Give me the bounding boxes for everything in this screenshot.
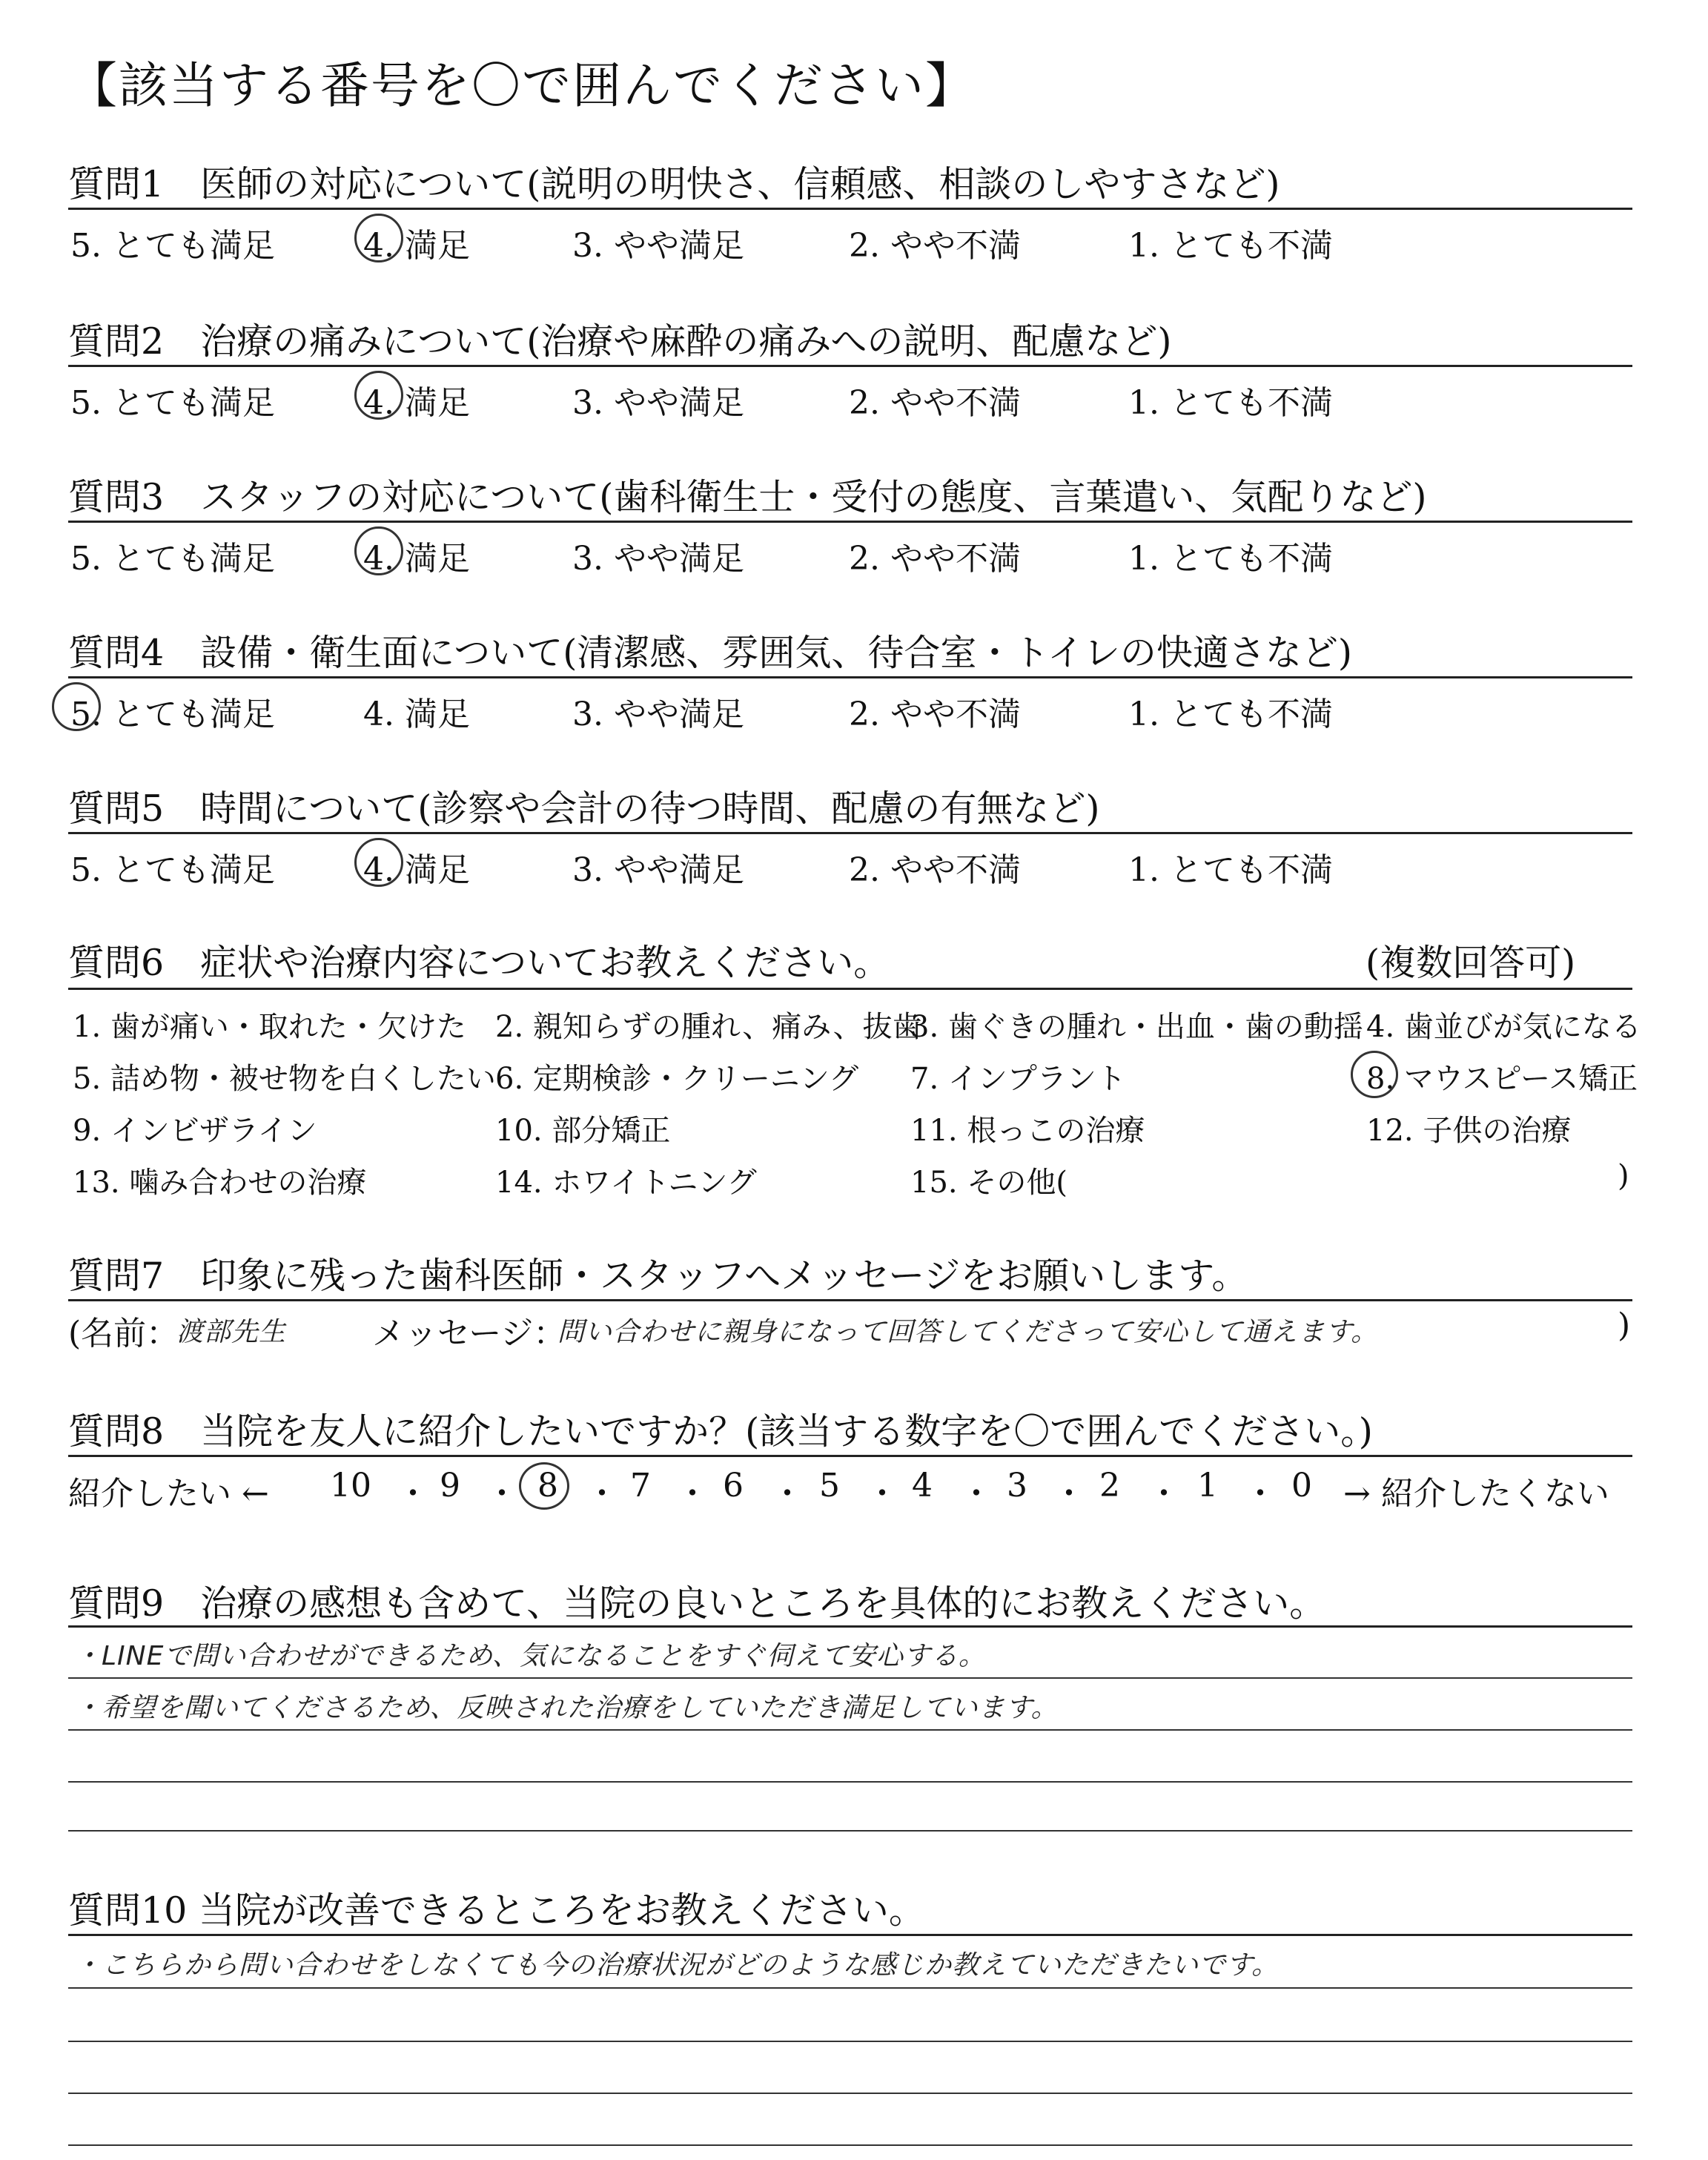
q8-dot: ・	[397, 1475, 429, 1513]
q6-item-6[interactable]: 6. 定期検診・クリーニング	[495, 1062, 859, 1096]
q8-scale-8[interactable]: 8	[537, 1467, 558, 1505]
q8-left-label: 紹介したい ←	[68, 1475, 269, 1513]
q6-multiple-answer-note: (複数回答可)	[1366, 942, 1576, 984]
q1-option-3[interactable]: 3. やや満足	[572, 227, 744, 265]
q5-option-1[interactable]: 1. とても不満	[1128, 851, 1333, 889]
q4-selection-circle	[52, 682, 101, 731]
q8-dot: ・	[676, 1475, 709, 1513]
q8-scale-5[interactable]: 5	[819, 1467, 840, 1505]
q9-answer-line-1[interactable]: ・LINEで問い合わせができるため、気になることをすぐ伺えて安心する。	[74, 1641, 986, 1671]
q8-dot: ・	[771, 1475, 804, 1513]
q9-title: 質問9 治療の感想も含めて、当院の良いところを具体的にお教えください。	[68, 1582, 1326, 1625]
q8-right-label: → 紹介したくない	[1343, 1475, 1609, 1513]
q5-title: 質問5 時間について(診察や会計の待つ時間、配慮の有無など)	[68, 787, 1100, 830]
q8-scale-6[interactable]: 6	[723, 1467, 744, 1505]
q1-option-1[interactable]: 1. とても不満	[1128, 227, 1333, 265]
q6-item-7[interactable]: 7. インプラント	[910, 1062, 1126, 1096]
q3-option-5[interactable]: 5. とても満足	[70, 540, 275, 578]
q4-rule	[68, 676, 1632, 678]
q1-option-5[interactable]: 5. とても満足	[70, 227, 275, 265]
q3-option-3[interactable]: 3. やや満足	[572, 540, 744, 578]
q8-dot: ・	[486, 1475, 518, 1513]
q10-writing-line	[68, 2041, 1632, 2042]
q3-option-2[interactable]: 2. やや不満	[849, 540, 1021, 578]
q2-title: 質問2 治療の痛みについて(治療や麻酔の痛みへの説明、配慮など)	[68, 320, 1172, 363]
q6-selection-circle	[1351, 1051, 1398, 1098]
q8-scale-3[interactable]: 3	[1007, 1467, 1027, 1505]
q9-writing-line	[68, 1729, 1632, 1731]
q5-option-3[interactable]: 3. やや満足	[572, 851, 744, 889]
q5-option-4[interactable]: 4. 満足	[363, 851, 470, 889]
q4-option-5[interactable]: 5. とても満足	[70, 696, 275, 733]
q7-message-value[interactable]: 問い合わせに親身になって回答してくださって安心して通えます。	[557, 1317, 1379, 1347]
q8-dot: ・	[586, 1475, 618, 1513]
q4-option-4[interactable]: 4. 満足	[363, 696, 470, 733]
q8-dot: ・	[1244, 1475, 1277, 1513]
q8-dot: ・	[960, 1475, 993, 1513]
q10-writing-line	[68, 2093, 1632, 2094]
q8-title: 質問8 当院を友人に紹介したいですか？(該当する数字を〇で囲んでください。)	[68, 1410, 1373, 1453]
q6-item-5[interactable]: 5. 詰め物・被せ物を白くしたい	[73, 1062, 496, 1096]
q6-item-14[interactable]: 14. ホワイトニング	[495, 1166, 757, 1200]
q3-title: 質問3 スタッフの対応について(歯科衛生士・受付の態度、言葉遣い、気配りなど)	[68, 476, 1427, 518]
q6-item-15[interactable]: 15. その他(	[910, 1166, 1068, 1200]
q1-selection-circle	[354, 214, 403, 262]
q3-option-1[interactable]: 1. とても不満	[1128, 540, 1333, 578]
q8-rule	[68, 1455, 1632, 1457]
q7-rule	[68, 1299, 1632, 1301]
q9-rule	[68, 1625, 1632, 1628]
q1-option-4[interactable]: 4. 満足	[363, 227, 470, 265]
q2-option-5[interactable]: 5. とても満足	[70, 384, 275, 422]
q7-message-label: メッセージ：	[372, 1315, 566, 1353]
q1-rule	[68, 208, 1632, 210]
q5-selection-circle	[354, 838, 403, 887]
q3-option-4[interactable]: 4. 満足	[363, 540, 470, 578]
q6-item-13[interactable]: 13. 噛み合わせの治療	[73, 1166, 367, 1200]
q2-option-3[interactable]: 3. やや満足	[572, 384, 744, 422]
q6-item-4[interactable]: 4. 歯並びが気になる	[1366, 1010, 1641, 1044]
q6-item-2[interactable]: 2. 親知らずの腫れ、痛み、抜歯	[495, 1010, 922, 1044]
q10-title: 質問10 当院が改善できるところをお教えください。	[68, 1889, 925, 1932]
q8-scale-10[interactable]: 10	[330, 1467, 371, 1505]
q4-option-3[interactable]: 3. やや満足	[572, 696, 744, 733]
q6-item-12[interactable]: 12. 子供の治療	[1366, 1114, 1572, 1148]
q2-option-4[interactable]: 4. 満足	[363, 384, 470, 422]
form-header: 【該当する番号を〇で囲んでください】	[68, 57, 976, 114]
q5-rule	[68, 832, 1632, 834]
q1-option-2[interactable]: 2. やや不満	[849, 227, 1021, 265]
q6-item-8[interactable]: 8. マウスピース矯正	[1366, 1062, 1638, 1096]
q6-item-1[interactable]: 1. 歯が痛い・取れた・欠けた	[73, 1010, 466, 1044]
q6-item-3[interactable]: 3. 歯ぐきの腫れ・出血・歯の動揺	[910, 1010, 1363, 1044]
q8-scale-1[interactable]: 1	[1197, 1467, 1218, 1505]
q4-option-2[interactable]: 2. やや不満	[849, 696, 1021, 733]
q2-selection-circle	[354, 371, 403, 420]
q8-selection-circle	[519, 1462, 569, 1510]
q5-option-5[interactable]: 5. とても満足	[70, 851, 275, 889]
q10-answer-line-1[interactable]: ・こちらから問い合わせをしなくても今の治療状況がどのような感じか教えていただきたいです。	[74, 1950, 1280, 1981]
q4-option-1[interactable]: 1. とても不満	[1128, 696, 1333, 733]
q8-dot: ・	[1053, 1475, 1085, 1513]
q7-name-label: (名前：	[68, 1315, 179, 1353]
q7-close-paren: )	[1618, 1307, 1631, 1344]
q10-rule	[68, 1934, 1632, 1936]
q8-scale-2[interactable]: 2	[1099, 1467, 1120, 1505]
q7-name-value[interactable]: 渡部先生	[176, 1317, 287, 1347]
q8-scale-0[interactable]: 0	[1291, 1467, 1312, 1505]
q1-title: 質問1 医師の対応について(説明の明快さ、信頼感、相談のしやすさなど)	[68, 163, 1280, 205]
q9-writing-line	[68, 1781, 1632, 1783]
q5-option-2[interactable]: 2. やや不満	[849, 851, 1021, 889]
q6-title: 質問6 症状や治療内容についてお教えください。	[68, 942, 890, 984]
q6-rule	[68, 988, 1632, 990]
q8-scale-7[interactable]: 7	[630, 1467, 651, 1505]
q6-item-9[interactable]: 9. インビザライン	[73, 1114, 317, 1148]
q2-rule	[68, 365, 1632, 367]
q10-writing-line	[68, 1987, 1632, 1989]
q8-scale-4[interactable]: 4	[912, 1467, 933, 1505]
q10-writing-line	[68, 2144, 1632, 2146]
q3-selection-circle	[354, 526, 403, 575]
q2-option-2[interactable]: 2. やや不満	[849, 384, 1021, 422]
q8-scale-9[interactable]: 9	[440, 1467, 460, 1505]
q6-other-close: )	[1618, 1159, 1629, 1193]
q3-rule	[68, 521, 1632, 523]
q9-writing-line	[68, 1830, 1632, 1832]
q6-item-11[interactable]: 11. 根っこの治療	[910, 1114, 1145, 1148]
q4-title: 質問4 設備・衛生面について(清潔感、雰囲気、待合室・トイレの快適さなど)	[68, 632, 1352, 674]
q8-dot: ・	[866, 1475, 898, 1513]
q9-writing-line	[68, 1677, 1632, 1679]
q2-option-1[interactable]: 1. とても不満	[1128, 384, 1333, 422]
q9-answer-line-2[interactable]: ・希望を聞いてくださるため、反映された治療をしていただき満足しています。	[74, 1693, 1059, 1723]
q8-dot: ・	[1148, 1475, 1180, 1513]
q6-item-10[interactable]: 10. 部分矯正	[495, 1114, 671, 1148]
q7-title: 質問7 印象に残った歯科医師・スタッフへメッセージをお願いします。	[68, 1255, 1248, 1297]
